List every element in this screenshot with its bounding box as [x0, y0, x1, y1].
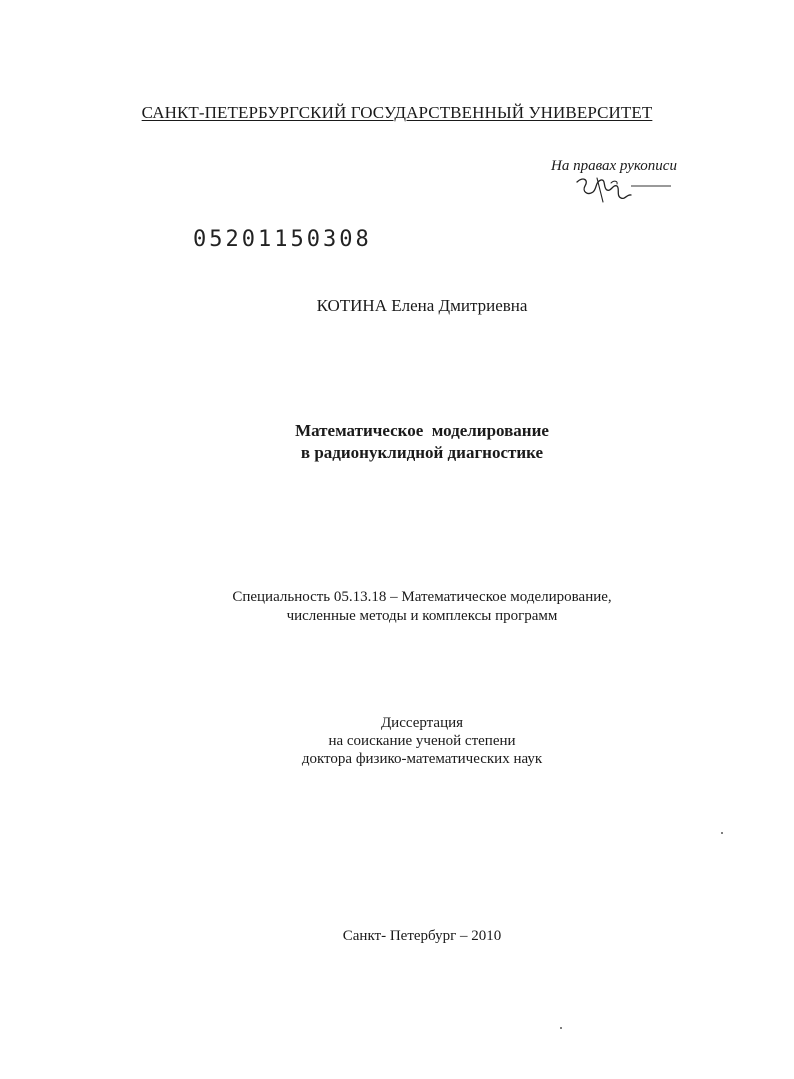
specialty-block — [0, 588, 794, 626]
author-name: КОТИНА Елена Дмитриевна — [316, 296, 528, 315]
title-line-1: Математическое моделирование — [295, 421, 549, 440]
specialty-line-1: Специальность 05.13.18 – Математическое моделирование, — [232, 589, 612, 605]
scan-speck — [721, 832, 723, 834]
specialty-line-2: численные методы и комплексы программ — [286, 608, 558, 624]
city-year: Санкт- Петербург – 2010 — [342, 928, 502, 944]
degree-block — [0, 714, 794, 768]
scan-speck — [560, 1027, 562, 1029]
university-name: САНКТ-ПЕТЕРБУРГСКИЙ ГОСУДАРСТВЕННЫЙ УНИВЕРСИТЕТ — [141, 103, 653, 122]
signature-icon — [573, 174, 673, 206]
dissertation-title — [0, 420, 794, 464]
degree-line-1: Диссертация — [380, 715, 464, 731]
university-heading — [0, 103, 794, 123]
author-block — [0, 296, 794, 316]
degree-line-2: на соискание ученой степени — [328, 733, 516, 749]
rights-note: На правах рукописи — [551, 158, 677, 174]
document-number: 05201150308 — [193, 227, 372, 252]
degree-line-3: доктора физико-математических наук — [301, 751, 543, 767]
title-line-2: в радионуклидной диагностике — [300, 443, 544, 462]
